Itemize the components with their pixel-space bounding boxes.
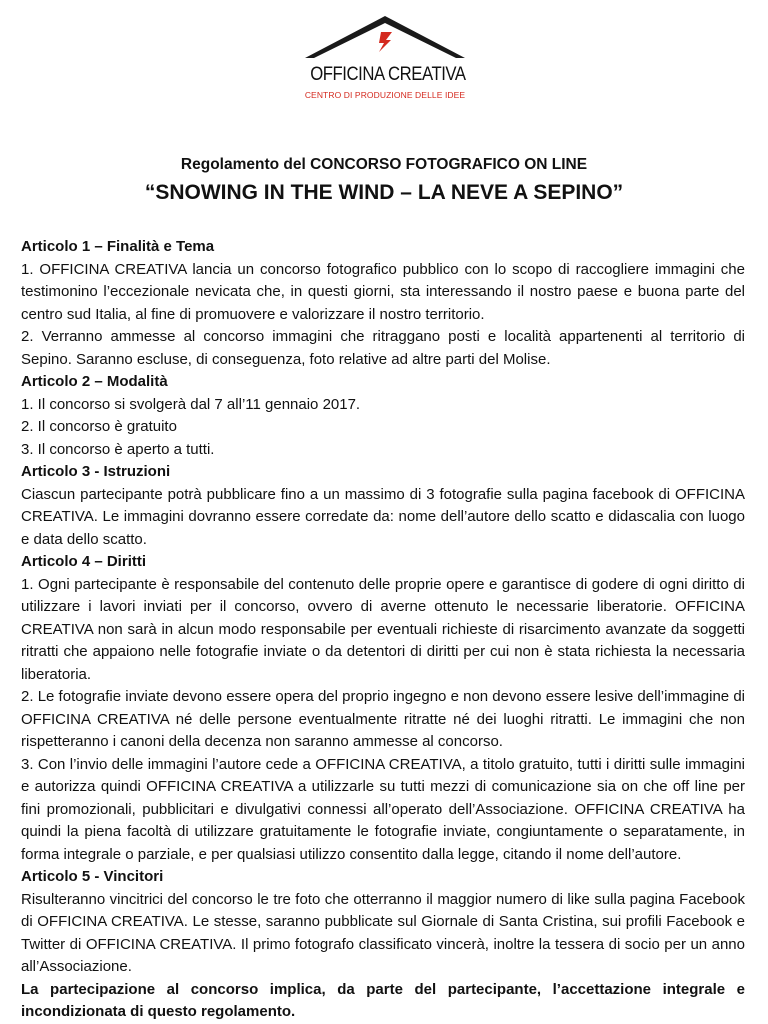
article-3-heading: Articolo 3 - Istruzioni <box>21 463 171 480</box>
article-4-paragraph-2: 2. Le fotografie inviate devono essere opera del proprio ingegno e non devono essere lesive dell’immagine di OFFICINA CREATIVA né delle persone eventualmente ritratte né dei luoghi ritratti. Le immagini che non rispetteranno i canoni della decenza non saranno ammesse al concorso. <box>21 688 745 750</box>
logo-name: OFFICINA CREATIVA <box>310 64 466 85</box>
article-5-heading: Articolo 5 - Vincitori <box>21 868 164 885</box>
title-contest-name: “SNOWING IN THE WIND – LA NEVE A SEPINO” <box>144 181 624 204</box>
document-title <box>0 154 768 208</box>
article-3-paragraph-1: Ciascun partecipante potrà pubblicare fino a un massimo di 3 fotografie sulla pagina facebook di OFFICINA CREATIVA. Le immagini dovranno essere corredate da: nome dell’autore dello scatto e didascalia con luogo e data dello scatto. <box>21 485 745 548</box>
article-5-paragraph-1: Risulteranno vincitrici del concorso le tre foto che otterranno il maggior numero di like sulla pagina Facebook di OFFICINA CREATIVA. Le stesse, saranno pubblicate sul Giornale di Santa Cristina, sui profili Facebook e Twitter di OFFICINA CREATIVA. Il primo fotografo classificato vincerà, inoltre la tessera di socio per un anno all’Associazione. <box>21 890 745 975</box>
article-2-paragraph-1: 1. Il concorso si svolgerà dal 7 all’11 gennaio 2017. <box>21 395 361 413</box>
title-regolamento: Regolamento del CONCORSO FOTOGRAFICO ON LINE <box>180 156 588 173</box>
article-2-paragraph-2: 2. Il concorso è gratuito <box>21 418 177 435</box>
article-4-heading: Articolo 4 – Diritti <box>21 553 147 570</box>
article-1-heading: Articolo 1 – Finalità e Tema <box>21 238 215 255</box>
officina-creativa-logo <box>300 14 470 106</box>
article-4-paragraph-3: 3. Con l’invio delle immagini l’autore cede a OFFICINA CREATIVA, a titolo gratuito, tutti i diritti sulle immagini e autorizza quindi OFFICINA CREATIVA a utilizzarle su tutti mezzi di comunicazione sia on che off line per fini promozionali, pubblicitari e divulgativi connessi all’operato dell’Associazione. OFFICINA CREATIVA ha quindi la piena facoltà di utilizzare gratuitamente le fotografie inviate, congiuntamente o separatamente, in forma integrale o parziale, e per qualsiasi utilizzo consentito dalla legge, citando il nome dell’autore. <box>21 755 745 863</box>
article-2-paragraph-3: 3. Il concorso è aperto a tutti. <box>21 440 215 458</box>
article-2-heading: Articolo 2 – Modalità <box>21 373 168 390</box>
regulation-body <box>21 236 745 1024</box>
closing-statement: La partecipazione al concorso implica, da parte del partecipante, l’accettazione integrale e incondizionata di questo regolamento. <box>21 980 745 1020</box>
article-1-paragraph-2: 2. Verranno ammesse al concorso immagini che ritraggano posti e località appartenenti al territorio di Sepino. Saranno escluse, di conseguenza, foto relative ad altre parti del Molise. <box>21 328 745 368</box>
logo-subtitle: CENTRO DI PRODUZIONE DELLE IDEE <box>304 90 466 100</box>
article-1-paragraph-1: 1. OFFICINA CREATIVA lancia un concorso fotografico pubblico con lo scopo di raccogliere immagini che testimonino l’eccezionale nevicata che, in questi giorni, sta interessando il nostro paese e buona parte del centro sud Italia, al fine di promuovere e valorizzare il nostro territorio. <box>21 260 745 323</box>
article-4-paragraph-1: 1. Ogni partecipante è responsabile del contenuto delle proprie opere e garantisce di godere di ogni diritto di utilizzare i lavori inviati per il concorso, ovvero di averne ottenuto le necessarie liberatorie. OFFICINA CREATIVA non sarà in alcun modo responsabile per eventuali richieste di risarcimento avanzate da soggetti ritratti che appaiono nelle fotografie inviate o da detentori di diritti per cui non è stata richiesta la necessaria liberatoria. <box>21 575 745 683</box>
